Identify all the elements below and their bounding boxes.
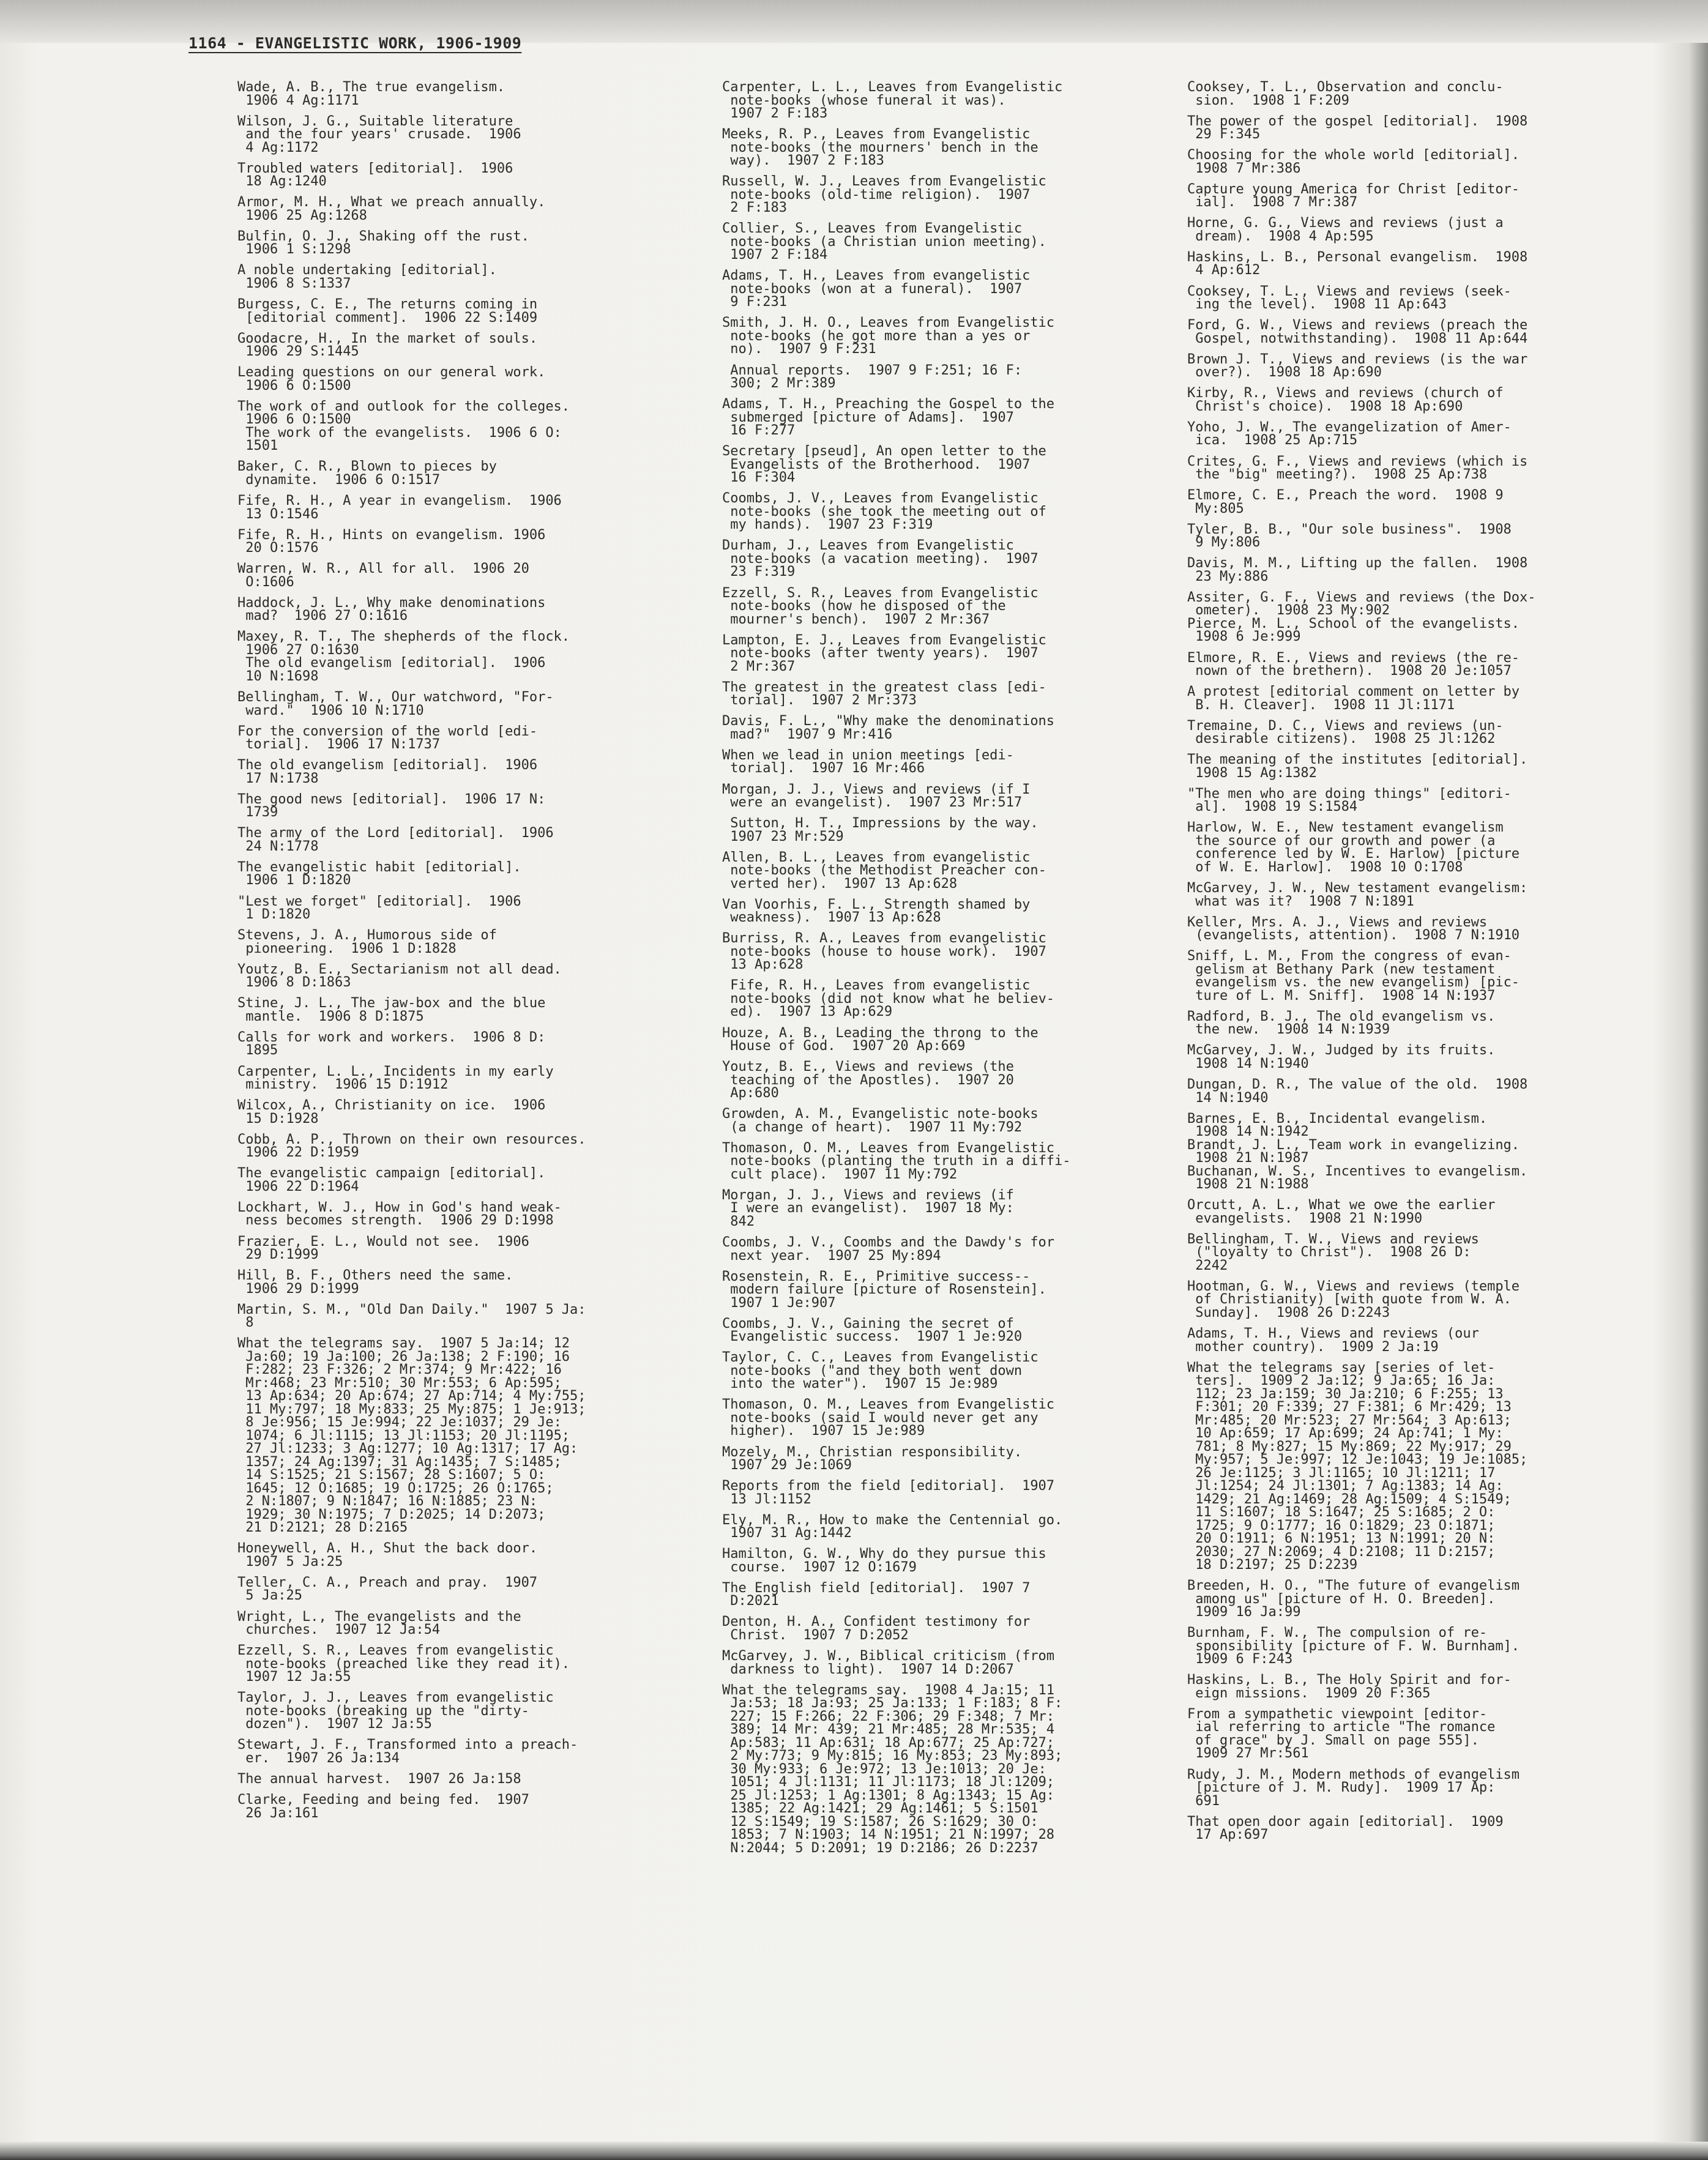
index-entry: Brown J. T., Views and reviews (is the war over?). 1908 18 Ap:690 [1187,351,1528,381]
index-entry: Annual reports. 1907 9 F:251; 16 F: 300; 2 Mr:389 [730,362,1023,392]
index-entry: Morgan, J. J., Views and reviews (if I were an evangelist). 1907 23 Mr:517 [722,781,1031,810]
index-entry: Cooksey, T. L., Observation and conclu- sion. 1908 1 F:209 [1187,80,1504,108]
index-entry: Growden, A. M., Evangelistic note-books (a change of heart). 1907 11 My:792 [722,1106,1039,1135]
index-entry: McGarvey, J. W., Judged by its fruits. 1908 14 N:1940 [1187,1043,1496,1071]
index-entry: The meaning of the institutes [editorial]. 1908 15 Ag:1382 [1187,752,1528,781]
index-entry: Thomason, O. M., Leaves from Evangelistic note-books (said I would never get any higher). 1907 15 Je:989 [722,1397,1055,1439]
index-entry: Barnes, E. B., Incidental evangelism. 1908 14 N:1942 Brandt, J. L., Team work in evangelizing. 1908 21 N:1987 Buchanan, W. S., Incentives to evangelism. 1908 21 N:1988 [1187,1111,1528,1193]
index-entry: Tyler, B. B., "Our sole business". 1908 9 My:806 [1187,521,1512,551]
index-entry: Secretary [pseud], An open letter to the Evangelists of the Brotherhood. 1907 16 F:304 [722,444,1046,486]
index-entry: Hamilton, G. W., Why do they pursue this course. 1907 12 O:1679 [722,1546,1046,1575]
index-entry: Taylor, C. C., Leaves from Evangelistic note-books ("and they both went down into the water"). 1907 15 Je:989 [722,1350,1039,1392]
index-entry: Houze, A. B., Leading the throng to the House of God. 1907 20 Ap:669 [722,1025,1039,1054]
index-entry: Durham, J., Leaves from Evangelistic note-books (a vacation meeting). 1907 23 F:319 [722,538,1039,580]
index-entry: Sniff, L. M., From the congress of evan- gelism at Bethany Park (new testament evangelism vs. the new evangelism) [pic- ture of L. M. Sniff]. 1908 14 N:1937 [1187,948,1520,1004]
index-entry: Burriss, R. A., Leaves from evangelistic note-books (house to house work). 1907 13 Ap:628 [722,931,1046,973]
index-entry: The army of the Lord [editorial]. 1906 24 N:1778 [237,825,554,854]
index-entry: Horne, G. G., Views and reviews (just a dream). 1908 4 Ap:595 [1187,215,1504,244]
index-entry: Youtz, B. E., Sectarianism not all dead. 1906 8 D:1863 [237,961,562,991]
index-entry: Troubled waters [editorial]. 1906 18 Ag:1240 [237,160,513,190]
index-entry: Elmore, R. E., Views and reviews (the re- nown of the brethern). 1908 20 Je:1057 [1187,650,1520,679]
index-entry: Frazier, E. L., Would not see. 1906 29 D:1999 [237,1234,529,1262]
index-entry: McGarvey, J. W., New testament evangelism: what was it? 1908 7 N:1891 [1187,881,1528,909]
index-entry: Radford, B. J., The old evangelism vs. the new. 1908 14 N:1939 [1187,1008,1496,1038]
index-entry: Taylor, J. J., Leaves from evangelistic note-books (breaking up the "dirty- dozen"). 1907 12 Ja:55 [237,1690,554,1732]
index-entry: Coombs, J. V., Gaining the secret of Evangelistic success. 1907 1 Je:920 [722,1316,1023,1345]
index-entry: Maxey, R. T., The shepherds of the flock. 1906 27 O:1630 The old evangelism [editorial]. 1906 10 N:1698 [237,629,570,684]
index-entry: Fife, R. H., A year in evangelism. 1906 13 O:1546 [237,493,562,522]
index-entry: "The men who are doing things" [editori- al]. 1908 19 S:1584 [1187,786,1512,815]
index-entry: Assiter, G. F., Views and reviews (the Dox- ometer). 1908 23 My:902 Pierce, M. L., School of the evangelists. 1908 6 Je:999 [1187,589,1536,645]
index-entry: Youtz, B. E., Views and reviews (the teaching of the Apostles). 1907 20 Ap:680 [722,1059,1014,1101]
index-entry: Leading questions on our general work. 1906 6 O:1500 [237,365,546,393]
index-entry: A protest [editorial comment on letter by B. H. Cleaver]. 1908 11 Jl:1171 [1187,684,1520,713]
index-entry: The greatest in the greatest class [edi- torial]. 1907 2 Mr:373 [722,679,1046,709]
index-entry: Cooksey, T. L., Views and reviews (seek- ing the level). 1908 11 Ap:643 [1187,283,1512,313]
index-entry: Mozely, M., Christian responsibility. 1907 29 Je:1069 [722,1444,1023,1473]
index-entry: Kirby, R., Views and reviews (church of Christ's choice). 1908 18 Ap:690 [1187,385,1504,414]
index-entry: The work of and outlook for the colleges. 1906 6 O:1500 The work of the evangelists. 1906 6 O: 1501 [237,398,570,454]
index-entry: Wilson, J. G., Suitable literature and the four years' crusade. 1906 4 Ag:1172 [237,113,521,155]
index-entry: That open door again [editorial]. 1909 17 Ap:697 [1187,1814,1504,1843]
page-bottom-edge [0,2142,1708,2160]
index-entry: Stine, J. L., The jaw-box and the blue mantle. 1906 8 D:1875 [237,996,546,1024]
index-entry: The annual harvest. 1907 26 Ja:158 [237,1771,521,1787]
index-entry: Wilcox, A., Christianity on ice. 1906 15 D:1928 [237,1098,546,1127]
index-entry: Adams, T. H., Preaching the Gospel to the submerged [picture of Adams]. 1907 16 F:277 [722,397,1055,439]
index-column-3 [1187,81,1609,1849]
index-entry: Coombs, J. V., Coombs and the Dawdy's for next year. 1907 25 My:894 [722,1235,1055,1264]
index-entry: McGarvey, J. W., Biblical criticism (from darkness to light). 1907 14 D:2067 [722,1648,1055,1677]
index-entry: Cobb, A. P., Thrown on their own resources. 1906 22 D:1959 [237,1131,586,1161]
index-entry: Davis, F. L., "Why make the denominations mad?" 1907 9 Mr:416 [722,713,1055,742]
index-entry: Keller, Mrs. A. J., Views and reviews (evangelists, attention). 1908 7 N:1910 [1187,914,1520,944]
index-entry: When we lead in union meetings [edi- torial]. 1907 16 Mr:466 [722,747,1014,776]
index-entry: Ezzell, S. R., Leaves from evangelistic note-books (preached like they read it). 1907 12 Ja:55 [237,1643,570,1685]
index-entry: Ford, G. W., Views and reviews (preach the Gospel, notwithstanding). 1908 11 Ap:644 [1187,318,1528,346]
index-entry: The evangelistic campaign [editorial]. 1906 22 D:1964 [237,1166,546,1194]
index-entry: Tremaine, D. C., Views and reviews (un- desirable citizens). 1908 25 Jl:1262 [1187,718,1504,747]
index-entry: Burnham, F. W., The compulsion of re- sponsibility [picture of F. W. Burnham]. 1909 6 F:243 [1187,1625,1520,1667]
index-column-2 [722,81,1147,1863]
index-entry: Capture young America for Christ [editor- ial]. 1908 7 Mr:387 [1187,181,1520,210]
index-entry: Honeywell, A. H., Shut the back door. 1907 5 Ja:25 [237,1541,538,1570]
index-entry: The evangelistic habit [editorial]. 1906 1 D:1820 [237,859,521,888]
index-entry: Adams, T. H., Views and reviews (our mother country). 1909 2 Ja:19 [1187,1326,1479,1355]
index-entry: Denton, H. A., Confident testimony for Christ. 1907 7 D:2052 [722,1614,1031,1643]
index-entry: Burgess, C. E., The returns coming in [editorial comment]. 1906 22 S:1409 [237,297,538,326]
index-entry: Calls for work and workers. 1906 8 D: 1895 [237,1029,546,1059]
index-entry: Martin, S. M., "Old Dan Daily." 1907 5 Ja: 8 [237,1302,586,1331]
index-entry: Bellingham, T. W., Our watchword, "For- ward." 1906 10 N:1710 [237,690,554,718]
index-column-1 [237,81,660,1828]
index-entry: Van Voorhis, F. L., Strength shamed by weakness). 1907 13 Ap:628 [722,896,1031,926]
index-entry: Goodacre, H., In the market of souls. 1906 29 S:1445 [237,330,538,360]
index-entry: Carpenter, L. L., Incidents in my early ministry. 1906 15 D:1912 [237,1063,554,1093]
index-entry: Crites, G. F., Views and reviews (which is the "big" meeting?). 1908 25 Ap:738 [1187,453,1528,483]
index-entry: For the conversion of the world [edi- torial]. 1906 17 N:1737 [237,723,538,753]
index-entry: From a sympathetic viewpoint [editor- ial referring to article "The romance of grace" by J. Small on page 555]. 1909 27 Mr:561 [1187,1706,1496,1762]
index-entry: What the telegrams say [series of let- ters]. 1909 2 Ja:12; 9 Ja:65; 16 Ja: 112; 23 Ja:159; 30 Ja:210; 6 F:255; 13 F:301; 20 F:339; 27 F:381; 6 Mr:429; 13 Mr:485; 20 Mr:523; 27 Mr:564; 3 Ap:613; 10 Ap:659; 17 Ap:699; 24 Ap:741; 1 My: 781; 8 My:827; 15 My:869; 22 My:917; 29 My:957; 5 Je:997; 12 Je:1043; 19 Je:1085; 26 Je:1125; 3 Jl:1165; 10 Jl:1211; 17 Jl:1254; 24 Jl:1301; 7 Ag:1383; 14 Ag: 1429; 21 Ag:1469; 28 Ag:1509; 4 S:1549; 11 S:1607; 18 S:1647; 25 S:1685; 2 O: 1725; 9 O:1777; 16 O:1829; 23 O:1871; 20 O:1911; 6 N:1951; 13 N:1991; 20 N: 2030; 27 N:2069; 4 D:2108; 11 D:2157; 18 D:2197; 25 D:2239 [1187,1360,1528,1573]
index-entry: "Lest we forget" [editorial]. 1906 1 D:1820 [237,893,521,923]
index-entry: Collier, S., Leaves from Evangelistic note-books (a Christian union meeting). 1907 2 F:184 [722,221,1046,263]
index-entry: Elmore, C. E., Preach the word. 1908 9 My:805 [1187,488,1504,516]
index-entry: Lockhart, W. J., How in God's hand weak- ness becomes strength. 1906 29 D:1998 [237,1199,562,1229]
index-entry: Sutton, H. T., Impressions by the way. 1907 23 Mr:529 [730,816,1039,844]
index-entry: Thomason, O. M., Leaves from Evangelistic note-books (planting the truth in a diffi- cult place). 1907 11 My:792 [722,1140,1071,1182]
index-entry: Rudy, J. M., Modern methods of evangelism [picture of J. M. Rudy]. 1909 17 Ap: 691 [1187,1767,1520,1809]
index-entry: Warren, W. R., All for all. 1906 20 O:1606 [237,561,529,590]
index-entry: Stewart, J. F., Transformed into a preach- er. 1907 26 Ja:134 [237,1737,578,1766]
index-entry: Ezzell, S. R., Leaves from Evangelistic note-books (how he disposed of the mourner's bench). 1907 2 Mr:367 [722,585,1039,627]
index-entry: Wade, A. B., The true evangelism. 1906 4 Ag:1171 [237,80,505,108]
index-entry: Choosing for the whole world [editorial]. 1908 7 Mr:386 [1187,147,1520,176]
index-entry: Bulfin, O. J., Shaking off the rust. 1906 1 S:1298 [237,228,529,258]
index-entry: A noble undertaking [editorial]. 1906 8 S:1337 [237,263,497,291]
index-entry: Haddock, J. L., Why make denominations mad? 1906 27 O:1616 [237,595,546,624]
index-entry: Wright, L., The evangelists and the churches. 1907 12 Ja:54 [237,1609,521,1638]
index-entry: Yoho, J. W., The evangelization of Amer- ica. 1908 25 Ap:715 [1187,419,1512,449]
index-entry: Adams, T. H., Leaves from evangelistic note-books (won at a funeral). 1907 9 F:231 [722,268,1031,310]
index-entry: Baker, C. R., Blown to pieces by dynamite. 1906 6 O:1517 [237,459,497,488]
index-entry: Rosenstein, R. E., Primitive success-- modern failure [picture of Rosenstein]. 1907 1 Je:907 [722,1268,1046,1311]
index-entry: Orcutt, A. L., What we owe the earlier evangelists. 1908 21 N:1990 [1187,1197,1496,1226]
index-entry: Fife, R. H., Leaves from evangelistic note-books (did not know what he believ- ed). 1907 13 Ap:629 [730,978,1055,1020]
index-entry: Carpenter, L. L., Leaves from Evangelistic note-books (whose funeral it was). 1907 2 F:183 [722,80,1063,121]
index-entry: Bellingham, T. W., Views and reviews ("loyalty to Christ"). 1908 26 D: 2242 [1187,1231,1479,1273]
index-entry: Morgan, J. J., Views and reviews (if I were an evangelist). 1907 18 My: 842 [722,1187,1014,1229]
index-entry: The power of the gospel [editorial]. 1908 29 F:345 [1187,113,1528,143]
index-entry: Breeden, H. O., "The future of evangelism among us" [picture of H. O. Breeden]. 1909 16 Ja:99 [1187,1578,1520,1620]
index-entry: Dungan, D. R., The value of the old. 1908 14 N:1940 [1187,1077,1528,1106]
index-entry: Allen, B. L., Leaves from evangelistic note-books (the Methodist Preacher con- verted her). 1907 13 Ap:628 [722,849,1046,892]
running-header: 1164 - EVANGELISTIC WORK, 1906-1909 [188,34,522,52]
index-entry: Ely, M. R., How to make the Centennial go. 1907 31 Ag:1442 [722,1512,1063,1541]
index-entry: Hill, B. F., Others need the same. 1906 29 D:1999 [237,1268,513,1297]
index-entry: The old evangelism [editorial]. 1906 17 N:1738 [237,758,538,786]
index-entry: The good news [editorial]. 1906 17 N: 1739 [237,791,546,821]
index-entry: Russell, W. J., Leaves from Evangelistic note-books (old-time religion). 1907 2 F:183 [722,174,1046,216]
index-entry: Clarke, Feeding and being fed. 1907 26 Ja:161 [237,1792,529,1821]
index-entry: What the telegrams say. 1908 4 Ja:15; 11 Ja:53; 18 Ja:93; 25 Ja:133; 1 F:183; 8 F: 227; 15 F:266; 22 F:306; 29 F:348; 7 Mr: 389; 14 Mr: 439; 21 Mr:485; 28 Mr:535; 4 Ap:583; 11 Ap:631; 18 Ap:677; 25 Ap:727; 2 My:773; 9 My:815; 16 My:853; 23 My:893; 30 My:933; 6 Je:972; 13 Je:1013; 20 Je: 1051; 4 Jl:1131; 11 Jl:1173; 18 Jl:1209; 25 Jl:1253; 1 Ag:1301; 8 Ag:1343; 15 Ag: 1385; 22 Ag:1421; 29 Ag:1461; 5 S:1501 12 S:1549; 19 S:1587; 26 S:1629; 30 O: 1853; 7 N:1903; 14 N:1951; 21 N:1997; 28 N:2044; 5 D:2091; 19 D:2186; 26 D:2237 [722,1682,1063,1856]
index-entry: Stevens, J. A., Humorous side of pioneering. 1906 1 D:1828 [237,928,497,956]
index-entry: Coombs, J. V., Leaves from Evangelistic note-books (she took the meeting out of my hands). 1907 23 F:319 [722,491,1046,533]
index-entry: Harlow, W. E., New testament evangelism the source of our growth and power (a conference led by W. E. Harlow) [picture of W. E. Harlow]. 1908 10 O:1708 [1187,820,1520,875]
index-entry: Haskins, L. B., The Holy Spirit and for- eign missions. 1909 20 F:365 [1187,1672,1512,1701]
index-entry: Davis, M. M., Lifting up the fallen. 1908 23 My:886 [1187,556,1528,584]
index-entry: Teller, C. A., Preach and pray. 1907 5 Ja:25 [237,1574,538,1604]
index-entry: Smith, J. H. O., Leaves from Evangelistic note-books (he got more than a yes or no). 1907 9 F:231 [722,315,1055,357]
index-entry: Fife, R. H., Hints on evangelism. 1906 20 O:1576 [237,527,546,556]
index-entry: Armor, M. H., What we preach annually. 1906 25 Ag:1268 [237,195,546,223]
index-entry: Hootman, G. W., Views and reviews (temple of Christianity) [with quote from W. A. Sunday]. 1908 26 D:2243 [1187,1278,1520,1320]
index-entry: What the telegrams say. 1907 5 Ja:14; 12 Ja:60; 19 Ja:100; 26 Ja:138; 2 F:190; 16 F:282; 23 F:326; 2 Mr:374; 9 Mr:422; 16 Mr:468; 23 Mr:510; 30 Mr:553; 6 Ap:595; 13 Ap:634; 20 Ap:674; 27 Ap:714; 4 My:755; 11 My:797; 18 My:833; 25 My:875; 1 Je:913; 8 Je:956; 15 Je:994; 22 Je:1037; 29 Je: 1074; 6 Jl:1115; 13 Jl:1153; 20 Jl:1195; 27 Jl:1233; 3 Ag:1277; 10 Ag:1317; 17 Ag: 1357; 24 Ag:1397; 31 Ag:1435; 7 S:1485; 14 S:1525; 21 S:1567; 28 S:1607; 5 O: 1645; 12 O:1685; 19 O:1725; 26 O:1765; 2 N:1807; 9 N:1847; 16 N:1885; 23 N: 1929; 30 N:1975; 7 D:2025; 14 D:2073; 21 D:2121; 28 D:2165 [237,1336,586,1536]
index-entry: Haskins, L. B., Personal evangelism. 1908 4 Ap:612 [1187,249,1528,278]
index-entry: Reports from the field [editorial]. 1907 13 Jl:1152 [722,1478,1055,1507]
index-entry: Meeks, R. P., Leaves from Evangelistic note-books (the mourners' bench in the way). 1907 2 F:183 [722,127,1039,169]
index-entry: The English field [editorial]. 1907 7 D:2021 [722,1580,1031,1609]
index-entry: Lampton, E. J., Leaves from Evangelistic note-books (after twenty years). 1907 2 Mr:367 [722,632,1046,674]
